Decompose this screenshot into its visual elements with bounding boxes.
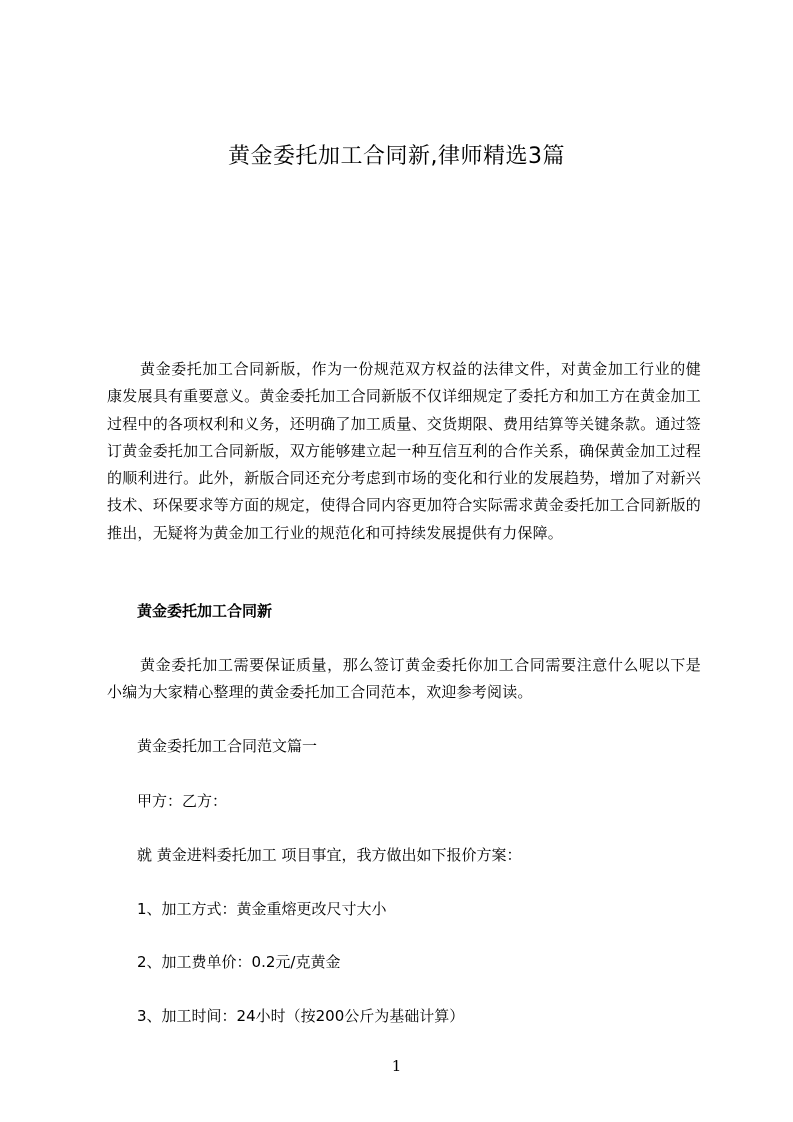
processing-method-line: 1、加工方式：黄金重熔更改尺寸大小 xyxy=(137,900,387,918)
parties-line: 甲方：乙方： xyxy=(137,792,228,810)
page-number: 1 xyxy=(391,1057,402,1075)
processing-time-line: 3、加工时间：24小时（按200公斤为基础计算） xyxy=(137,1007,465,1025)
sample-title-line: 黄金委托加工合同范文篇一 xyxy=(137,737,318,755)
document-title: 黄金委托加工合同新,律师精选3篇 xyxy=(228,144,565,169)
intro-paragraph: 黄金委托加工合同新版，作为一份规范双方权益的法律文件，对黄金加工行业的健康发展具有重要意义。黄金委托加工合同新版不仅详细规定了委托方和加工方在黄金加工过程中的各项权利和义务，还明确了加工质量、交货期限、费用结算等关键条款。通过签订黄金委托加工合同新版，双方能够建立起一种互信互利的合作关系，确保黄金加工过程的顺利进行。此外，新版合同还充分考虑到市场的变化和行业的发展趋势，增加了对新兴技术、环保要求等方面的规定，使得合同内容更加符合实际需求黄金委托加工合同新版的推出，无疑将为黄金加工行业的规范化和可持续发展提供有力保障。 xyxy=(107,360,701,542)
section-intro-paragraph: 黄金委托加工需要保证质量，那么签订黄金委托你加工合同需要注意什么呢以下是小编为大家精心整理的黄金委托加工合同范本，欢迎参考阅读。 xyxy=(107,656,701,702)
section-heading: 黄金委托加工合同新 xyxy=(137,602,273,620)
processing-fee-line: 2、加工费单价：0.2元/克黄金 xyxy=(137,953,341,971)
quote-statement-line: 就 黄金进料委托加工 项目事宜，我方做出如下报价方案： xyxy=(137,846,522,864)
